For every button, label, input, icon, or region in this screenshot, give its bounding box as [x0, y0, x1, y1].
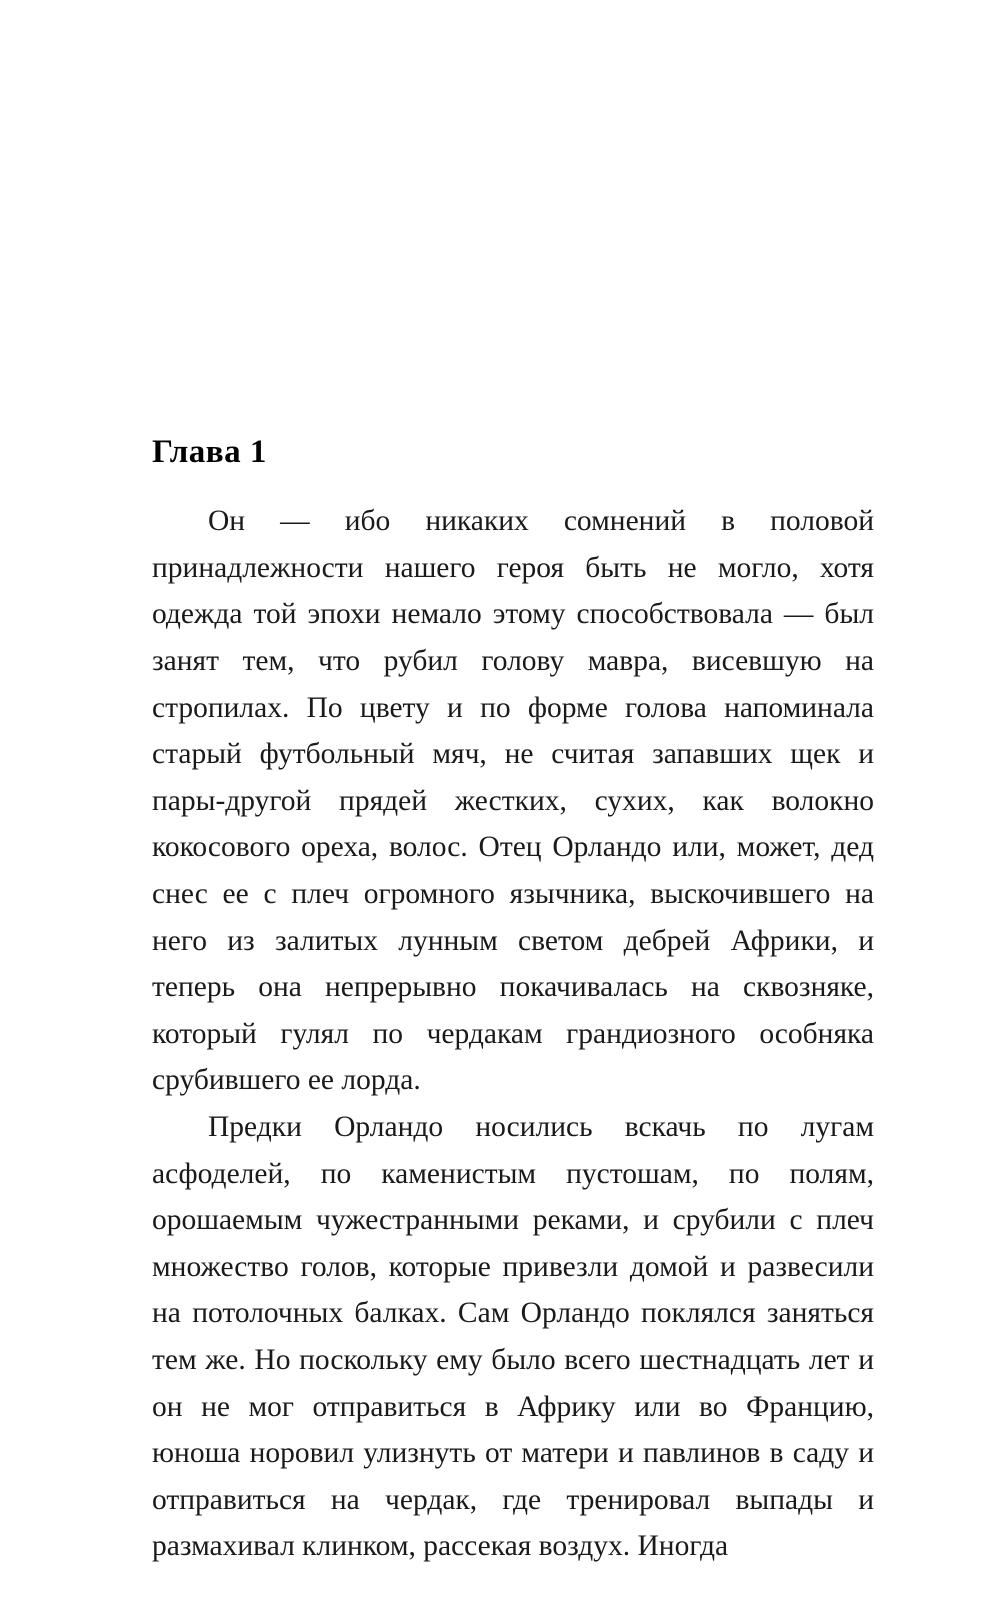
body-paragraph: Предки Орландо носились вскачь по лугам асфоделей, по каменистым пустошам, по полям, орошаемым чужестранными реками, и срубили с плеч множество голов, которые привезли домой и развесили на потолочных балках. Сам Орландо поклялся заняться тем же. Но поскольку ему было всего шестнадцать лет и он не мог отправиться в Африку или во Францию, юноша норовил улизнуть от матери и павлинов в саду и отправиться на чердак, где тренировал выпады и размахивал клинком, рассекая воздух. Иногда [152, 1111, 874, 1563]
body-paragraph: Он — ибо никаких сомнений в половой принадлежности нашего героя быть не могло, хотя одежда той эпохи немало этому способствовала — был занят тем, что рубил голову мавра, висевшую на стропилах. По цвету и по форме голова напоминала старый футбольный мяч, не считая запавших щек и пары-другой прядей жестких, сухих, как волокно кокосового ореха, волос. Отец Орландо или, может, дед снес ее с плеч огромного язычника, выскочившего на него из залитых лунным светом дебрей Африки, и теперь она непрерывно покачивалась на сквозняке, который гулял по чердакам грандиозного особняка срубившего ее лорда. [152, 505, 874, 1097]
chapter-title: Глава 1 [152, 434, 267, 470]
page-content [152, 434, 874, 1570]
